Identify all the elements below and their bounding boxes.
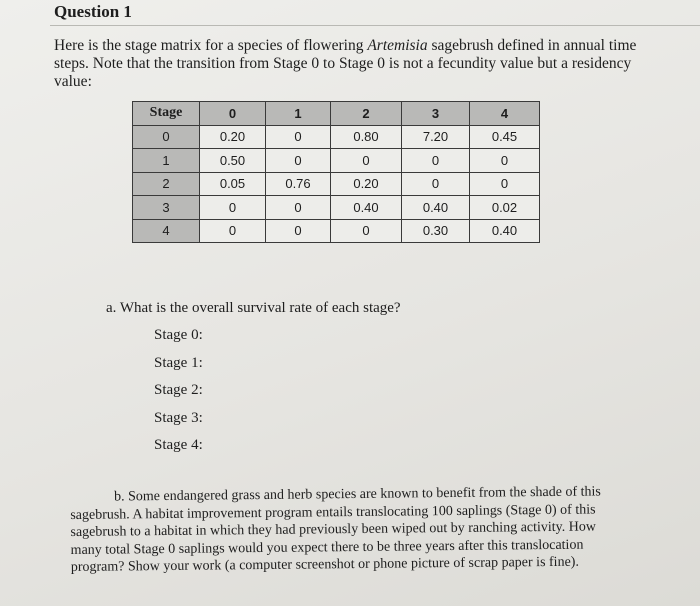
- question-title: Question 1: [54, 2, 132, 21]
- table-cell: 0: [200, 219, 266, 243]
- table-cell: 0.20: [200, 125, 266, 149]
- table-cell: 0: [402, 149, 470, 173]
- table-cell: 0.40: [402, 196, 470, 220]
- stage-matrix-table: [132, 101, 540, 243]
- table-header-row: [133, 102, 540, 126]
- table-cell: 0.02: [470, 196, 540, 220]
- table-cell: 0: [402, 172, 470, 196]
- table-cell: 0.50: [200, 149, 266, 173]
- table-cell: 0.05: [200, 172, 266, 196]
- stage-3-label: Stage 3:: [154, 409, 203, 426]
- table-row: [133, 149, 540, 173]
- table-row: [133, 172, 540, 196]
- intro-text-before: Here is the stage matrix for a species of flowering: [54, 37, 368, 54]
- column-header: 2: [331, 102, 402, 126]
- table-corner-label: Stage: [133, 102, 200, 126]
- table-cell: 0.20: [331, 172, 402, 196]
- table-cell: 0.30: [402, 219, 470, 243]
- stage-4-label: Stage 4:: [154, 437, 203, 453]
- row-header: 2: [133, 172, 200, 196]
- table-cell: 0: [331, 219, 402, 243]
- stage-2-label: Stage 2:: [154, 382, 203, 398]
- column-header: 4: [470, 102, 540, 126]
- title-divider: [50, 25, 700, 26]
- table-cell: 7.20: [402, 125, 470, 149]
- table-cell: 0: [470, 172, 540, 196]
- column-header: 0: [200, 102, 266, 126]
- stage-0-label: Stage 0:: [154, 327, 203, 343]
- row-header: 4: [133, 219, 200, 243]
- table-row: [133, 125, 540, 149]
- table-cell: 0: [200, 196, 266, 220]
- row-header: 1: [133, 149, 200, 173]
- row-header: 0: [133, 125, 200, 149]
- column-header: 1: [266, 102, 331, 126]
- table-cell: 0.40: [470, 219, 540, 243]
- table-cell: 0.45: [470, 125, 540, 149]
- row-header: 3: [133, 196, 200, 220]
- table-cell: 0: [266, 149, 331, 173]
- table-cell: 0.40: [331, 196, 402, 220]
- question-b-paragraph: b. Some endangered grass and herb species are known to benefit from the shade of this sagebrush. A habitat improvement program entails translocating 100 saplings (Stage 0) of this sagebrush to a habitat in which they had previously been wiped out by ranching activity. How many total Stage 0 saplings would you expect there to be three years after this translocation program? Show your work (a computer screenshot or phone picture of scrap paper is fine).: [70, 484, 601, 575]
- intro-text-after: sagebrush defined in annual time steps. Note that the transition from Stage 0 to Stage 0 is not a fecundity value but a residency value:: [54, 37, 637, 90]
- stage-1-label: Stage 1:: [154, 354, 203, 371]
- table-row: [133, 219, 540, 243]
- table-cell: 0: [266, 196, 331, 220]
- table-cell: 0.76: [266, 172, 331, 196]
- table-cell: 0: [470, 149, 540, 173]
- stage-answer-list: [154, 326, 203, 464]
- column-header: 3: [402, 102, 470, 126]
- intro-paragraph: [54, 37, 654, 91]
- table-cell: 0: [331, 149, 402, 173]
- species-name: Artemisia: [367, 37, 428, 54]
- question-a-prompt: a. What is the overall survival rate of each stage?: [106, 300, 401, 316]
- table-cell: 0.80: [331, 125, 402, 149]
- table-cell: 0: [266, 219, 331, 243]
- table-row: [133, 196, 540, 220]
- table-cell: 0: [266, 125, 331, 149]
